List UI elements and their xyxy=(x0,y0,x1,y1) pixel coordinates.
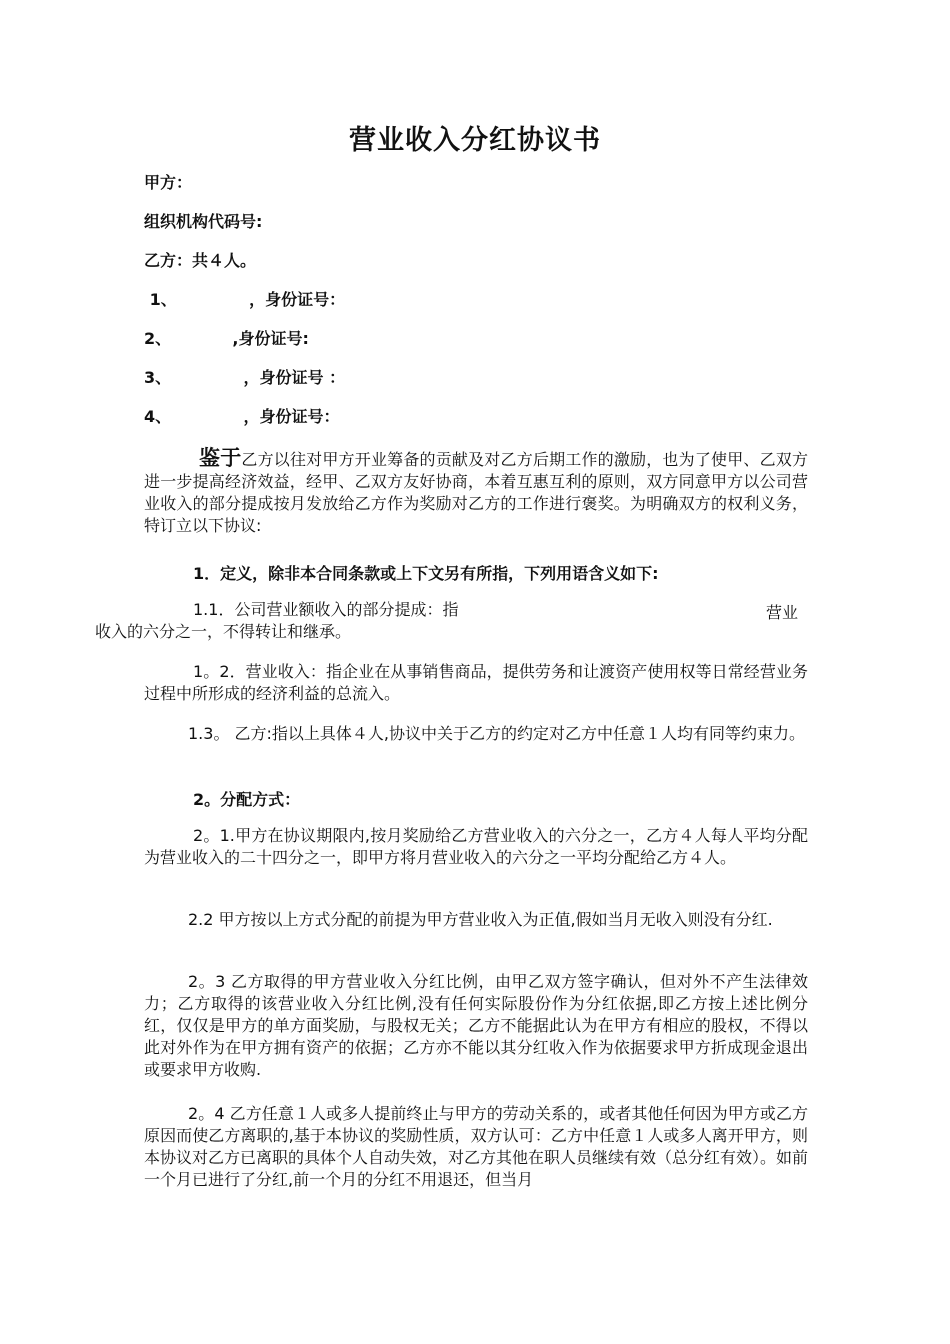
org-code-label: 组织机构代码号: xyxy=(144,212,263,231)
person-line-2: 2、 ,身份证号: xyxy=(144,329,309,348)
clause-1-1-start: 1.1．公司营业额收入的部分提成：指 xyxy=(193,600,459,619)
clause-1-3: 1.3。 乙方:指以上具体４人,协议中关于乙方的约定对乙方中任意１人均有同等约束力。 xyxy=(188,724,806,743)
person-line-4: 4、 ，身份证号： xyxy=(144,407,340,426)
section-1-heading: 1．定义，除非本合同条款或上下文另有所指，下列用语含义如下: xyxy=(193,564,659,583)
document-title: 营业收入分红协议书 xyxy=(349,125,601,156)
person-line-3: 3、 ，身份证号 ： xyxy=(144,368,346,387)
preamble-text: 乙方以往对甲方开业筹备的贡献及对乙方后期工作的激励，也为了使甲、乙双方进一步提高经济效益，经甲、乙双方友好协商，本着互惠互利的原则，双方同意甲方以公司营业收入的部分提成按月发放给乙方作为奖励对乙方的工作进行褒奖。为明确双方的权利义务，特订立以下协议: xyxy=(144,450,808,535)
clause-2-3: 2。3 乙方取得的甲方营业收入分红比例，由甲乙双方签字确认，但对外不产生法律效力；乙方取得的该营业收入分红比例,没有任何实际股份作为分红依据,即乙方按上述比例分红，仅仅是甲方的单方面奖励，与股权无关；乙方不能据此认为在甲方有相应的股权，不得以此对外作为在甲方拥有资产的依据；乙方亦不能以其分红收入作为依据要求甲方折成现金退出或要求甲方收购. xyxy=(144,972,808,1079)
party-b-label: 乙方：共４人。 xyxy=(144,251,257,270)
clause-2-4: 2。4 乙方任意１人或多人提前终止与甲方的劳动关系的，或者其他任何因为甲方或乙方原因而使乙方离职的,基于本协议的奖励性质，双方认可：乙方中任意１人或多人离开甲方，则本协议对乙方已离职的具体个人自动失效，对乙方其他在职人员继续有效（总分红有效）。如前一个月已进行了分红,前一个月的分红不用退还，但当月 xyxy=(144,1104,809,1189)
party-a-label: 甲方： xyxy=(144,173,193,192)
section-2-heading: 2。分配方式： xyxy=(193,790,301,809)
clause-2-2: 2.2 甲方按以上方式分配的前提为甲方营业收入为正值,假如当月无收入则没有分红. xyxy=(188,910,773,929)
clause-1-1-right-fragment: 营业 xyxy=(766,603,799,622)
clause-1-1 xyxy=(95,599,808,643)
clause-1-1-cont: 收入的六分之一，不得转让和继承。 xyxy=(95,622,352,641)
clause-1-2: 1。2．营业收入：指企业在从事销售商品，提供劳务和让渡资产使用权等日常经营业务过程中所形成的经济利益的总流入。 xyxy=(144,662,808,703)
preamble-lead: 鉴于 xyxy=(199,446,242,470)
clause-2-1: 2。1.甲方在协议期限内,按月奖励给乙方营业收入的六分之一，乙方４人每人平均分配为营业收入的二十四分之一，即甲方将月营业收入的六分之一平均分配给乙方４人。 xyxy=(144,826,808,867)
person-line-1: 1、 ，身份证号： xyxy=(144,290,346,309)
preamble-paragraph xyxy=(144,447,808,537)
